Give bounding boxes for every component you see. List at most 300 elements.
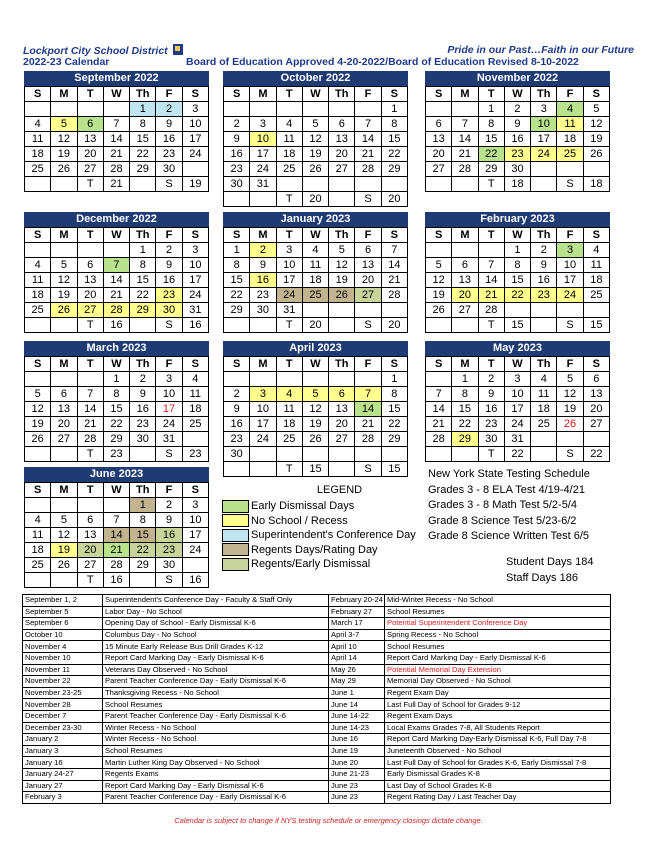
day-cell	[452, 243, 478, 258]
day-cell: 18	[182, 402, 208, 417]
event-date: April 10	[329, 641, 385, 653]
weekday-header: T	[478, 357, 504, 372]
day-cell: 22	[224, 288, 250, 303]
legend-label: Early Dismissal Days	[251, 500, 355, 513]
day-cell: 19	[329, 273, 355, 288]
weekday-header: M	[51, 87, 77, 102]
testing-item: Grades 3 - 8 Math Test 5/2-5/4	[428, 499, 577, 511]
day-cell: 1	[224, 243, 250, 258]
day-cell: 3	[504, 372, 530, 387]
event-row	[23, 618, 611, 630]
day-cell: 14	[452, 132, 478, 147]
weekday-header: S	[224, 87, 250, 102]
day-cell: 16	[130, 402, 156, 417]
day-cell: 17	[276, 273, 302, 288]
day-cell: 15	[381, 132, 407, 147]
month-calendar	[425, 71, 610, 192]
day-cell: 15	[302, 462, 328, 477]
day-cell: 20	[329, 147, 355, 162]
day-cell: 25	[531, 417, 557, 432]
weekday-header: W	[504, 228, 530, 243]
event-description: Parent Teacher Conference Day - Early Dismissal K-6	[103, 710, 329, 722]
day-cell: 5	[302, 117, 328, 132]
day-cell: S	[355, 462, 381, 477]
day-cell: 19	[51, 147, 77, 162]
day-cell: 19	[583, 132, 609, 147]
testing-schedule	[428, 468, 628, 546]
day-cell: 11	[25, 132, 51, 147]
day-cell: 16	[504, 132, 530, 147]
day-cell: 28	[103, 162, 129, 177]
day-cell: 10	[250, 402, 276, 417]
day-cell	[329, 102, 355, 117]
legend-label: Regents/Early Dismissal	[251, 558, 371, 571]
event-row	[23, 722, 611, 734]
day-cell: 2	[531, 243, 557, 258]
day-cell: 28	[381, 288, 407, 303]
day-cell: S	[156, 318, 182, 333]
day-cell: 20	[77, 288, 103, 303]
event-row	[23, 699, 611, 711]
event-date: November 10	[23, 652, 103, 664]
day-cell: 17	[156, 402, 182, 417]
month-calendar	[223, 341, 408, 477]
day-cell	[130, 447, 156, 462]
day-cell: 31	[156, 432, 182, 447]
legend	[222, 484, 427, 572]
day-cell: 25	[583, 288, 609, 303]
weekday-header: S	[583, 357, 609, 372]
day-cell: 23	[224, 162, 250, 177]
event-date: May 29	[329, 676, 385, 688]
day-cell: 18	[276, 147, 302, 162]
day-cell	[329, 192, 355, 207]
day-cell: 2	[504, 102, 530, 117]
legend-item	[222, 557, 427, 572]
day-cell	[77, 102, 103, 117]
day-cell: 1	[452, 372, 478, 387]
weekday-header: S	[583, 228, 609, 243]
weekday-header: S	[224, 228, 250, 243]
day-cell: 20	[302, 318, 328, 333]
day-cell: 29	[224, 303, 250, 318]
month-calendar	[24, 467, 209, 588]
day-cell: T	[77, 447, 103, 462]
event-row	[23, 676, 611, 688]
day-cell: 4	[25, 513, 51, 528]
day-cell: 26	[302, 432, 328, 447]
weekday-header: S	[381, 87, 407, 102]
day-cell	[557, 303, 583, 318]
day-cell: 24	[182, 288, 208, 303]
day-cell	[103, 243, 129, 258]
day-cell: 29	[381, 162, 407, 177]
day-cell: 5	[302, 387, 328, 402]
month-title: September 2022	[24, 71, 209, 86]
event-date: June 16	[329, 734, 385, 746]
day-cell	[426, 102, 452, 117]
day-cell: 24	[182, 543, 208, 558]
day-cell	[452, 102, 478, 117]
weekday-header: Th	[329, 357, 355, 372]
month-title: April 2023	[223, 341, 408, 356]
day-cell	[381, 177, 407, 192]
day-cell: T	[77, 318, 103, 333]
event-date: June 14-23	[329, 722, 385, 734]
staff-days: Staff Days 186	[506, 571, 578, 584]
day-cell: 8	[504, 258, 530, 273]
day-cell: 2	[156, 243, 182, 258]
day-cell: 16	[156, 528, 182, 543]
weekday-header: S	[381, 357, 407, 372]
event-date: June 19	[329, 745, 385, 757]
weekday-header: S	[25, 228, 51, 243]
month-title: October 2022	[223, 71, 408, 86]
weekday-header: W	[103, 228, 129, 243]
day-cell: 24	[276, 288, 302, 303]
day-cell: 25	[557, 147, 583, 162]
day-cell: 29	[103, 432, 129, 447]
day-cell: 11	[302, 258, 328, 273]
weekday-header: S	[25, 483, 51, 498]
day-cell: 10	[182, 258, 208, 273]
weekday-header: F	[156, 483, 182, 498]
day-cell: 13	[77, 273, 103, 288]
district-motto: Pride in our Past…Faith in our Future	[447, 44, 634, 56]
weekday-header: Th	[531, 357, 557, 372]
day-cell: 20	[426, 147, 452, 162]
day-cell: 11	[531, 387, 557, 402]
event-description: Opening Day of School - Early Dismissal K-6	[103, 618, 329, 630]
legend-label: Regents Days/Rating Day	[251, 543, 378, 556]
day-cell: 7	[478, 258, 504, 273]
day-cell: 23	[224, 432, 250, 447]
day-cell: 2	[224, 387, 250, 402]
day-cell	[224, 372, 250, 387]
event-description: Potential Superintendent Conference Day	[385, 618, 611, 630]
event-row	[23, 734, 611, 746]
day-cell: 1	[130, 102, 156, 117]
day-cell: 26	[25, 432, 51, 447]
day-cell: T	[478, 318, 504, 333]
day-cell: 16	[250, 273, 276, 288]
day-cell: 21	[77, 417, 103, 432]
weekday-header: F	[156, 87, 182, 102]
day-cell: 26	[51, 303, 77, 318]
day-cell: 9	[224, 402, 250, 417]
day-cell: 31	[182, 303, 208, 318]
day-cell: 27	[77, 162, 103, 177]
event-row	[23, 768, 611, 780]
day-cell: 14	[355, 132, 381, 147]
day-cell: 20	[583, 402, 609, 417]
day-cell: 7	[103, 258, 129, 273]
day-cell: 18	[583, 177, 609, 192]
day-cell: 18	[557, 132, 583, 147]
event-description: Regents Exams	[103, 768, 329, 780]
event-description: Early Dismissal Grades K-8	[385, 768, 611, 780]
day-cell: 23	[531, 288, 557, 303]
legend-item	[222, 528, 427, 543]
day-cell: 15	[381, 402, 407, 417]
day-cell	[583, 162, 609, 177]
weekday-header: T	[276, 357, 302, 372]
day-cell	[583, 303, 609, 318]
day-cell: 14	[77, 402, 103, 417]
testing-item: Grades 3 - 8 ELA Test 4/19-4/21	[428, 483, 585, 496]
day-cell: 14	[103, 132, 129, 147]
weekday-header: T	[276, 228, 302, 243]
day-cell: 6	[329, 117, 355, 132]
day-cell: 7	[103, 117, 129, 132]
weekday-header: M	[51, 483, 77, 498]
weekday-header: S	[25, 357, 51, 372]
day-cell: 27	[355, 288, 381, 303]
day-cell: 10	[276, 258, 302, 273]
day-cell: 17	[250, 147, 276, 162]
day-cell: 9	[250, 258, 276, 273]
event-description: Report Card Marking Day-Early Dismissal K-6, Full Day 7-8	[385, 734, 611, 746]
event-row	[23, 687, 611, 699]
event-date: June 1	[329, 687, 385, 699]
day-cell	[250, 192, 276, 207]
day-cell: 18	[531, 402, 557, 417]
day-cell: 29	[130, 162, 156, 177]
day-cell: 14	[426, 402, 452, 417]
day-cell	[329, 462, 355, 477]
day-cell: 16	[156, 273, 182, 288]
event-row	[23, 792, 611, 804]
event-description: Juneteenth Observed - No School	[385, 745, 611, 757]
day-cell	[77, 372, 103, 387]
day-cell	[302, 372, 328, 387]
month-title: December 2022	[24, 212, 209, 227]
day-cell: 8	[130, 117, 156, 132]
day-cell: 6	[77, 513, 103, 528]
day-cell: 13	[452, 273, 478, 288]
day-cell: 24	[182, 147, 208, 162]
weekday-header: F	[156, 357, 182, 372]
day-cell: 15	[130, 273, 156, 288]
day-cell: S	[156, 447, 182, 462]
day-cell: 9	[130, 387, 156, 402]
day-cell: 22	[130, 288, 156, 303]
day-cell	[130, 177, 156, 192]
day-cell	[302, 102, 328, 117]
day-cell: 13	[426, 132, 452, 147]
weekday-header: W	[103, 357, 129, 372]
day-counts	[506, 556, 593, 587]
event-row	[23, 757, 611, 769]
day-cell: 21	[355, 147, 381, 162]
month-calendar	[425, 341, 610, 462]
day-cell: 29	[478, 162, 504, 177]
event-description: Report Card Marking Day - Early Dismissal K-6	[103, 652, 329, 664]
day-cell: 24	[557, 288, 583, 303]
weekday-header: T	[478, 228, 504, 243]
day-cell: 25	[25, 303, 51, 318]
event-date: January 3	[23, 745, 103, 757]
day-cell	[426, 177, 452, 192]
event-description: Mid-Winter Recess - No School	[385, 595, 611, 607]
day-cell	[51, 318, 77, 333]
day-cell: 21	[478, 288, 504, 303]
day-cell: 21	[381, 273, 407, 288]
weekday-header: S	[426, 87, 452, 102]
day-cell: 17	[557, 273, 583, 288]
event-date: November 23-25	[23, 687, 103, 699]
weekday-header: M	[452, 87, 478, 102]
day-cell	[329, 303, 355, 318]
day-cell: 13	[329, 132, 355, 147]
events-table	[22, 594, 611, 804]
day-cell: T	[77, 177, 103, 192]
day-cell: 23	[156, 543, 182, 558]
day-cell	[51, 573, 77, 588]
day-cell: 21	[103, 147, 129, 162]
day-cell: 11	[557, 117, 583, 132]
testing-item: Grade 8 Science Written Test 6/5	[428, 530, 590, 542]
weekday-header: Th	[531, 228, 557, 243]
day-cell: 4	[25, 117, 51, 132]
month-calendar	[223, 212, 408, 333]
day-cell: 18	[25, 147, 51, 162]
weekday-header: M	[250, 357, 276, 372]
day-cell: 9	[224, 132, 250, 147]
day-cell	[130, 573, 156, 588]
day-cell: 15	[130, 528, 156, 543]
day-cell: 27	[77, 558, 103, 573]
legend-label: Superintendent's Conference Day	[251, 529, 416, 542]
event-description: Local Exams Grades 7-8, All Students Report	[385, 722, 611, 734]
day-cell: 2	[156, 102, 182, 117]
day-cell: 25	[25, 558, 51, 573]
day-cell	[103, 498, 129, 513]
day-cell: 26	[51, 162, 77, 177]
day-cell: 28	[452, 162, 478, 177]
day-cell: 27	[583, 417, 609, 432]
day-cell	[329, 318, 355, 333]
day-cell: 25	[276, 162, 302, 177]
day-cell	[276, 372, 302, 387]
event-row	[23, 780, 611, 792]
event-row	[23, 595, 611, 607]
month-calendar	[223, 71, 408, 207]
weekday-header: S	[182, 357, 208, 372]
day-cell: 18	[25, 288, 51, 303]
day-cell: 4	[182, 372, 208, 387]
event-date: June 23	[329, 780, 385, 792]
day-cell	[355, 102, 381, 117]
day-cell	[531, 162, 557, 177]
day-cell	[355, 177, 381, 192]
day-cell: 28	[77, 432, 103, 447]
legend-item	[222, 543, 427, 558]
day-cell	[276, 177, 302, 192]
day-cell: 6	[355, 243, 381, 258]
day-cell: 12	[329, 258, 355, 273]
day-cell	[51, 177, 77, 192]
month-title: June 2023	[24, 467, 209, 482]
event-description: 15 Minute Early Release Bus Drill Grades K-12	[103, 641, 329, 653]
day-cell: 7	[426, 387, 452, 402]
day-cell: 27	[77, 303, 103, 318]
day-cell: 19	[51, 288, 77, 303]
day-cell: 21	[103, 177, 129, 192]
day-cell: 16	[531, 273, 557, 288]
event-description: School Resumes	[103, 699, 329, 711]
day-cell: 17	[182, 132, 208, 147]
day-cell	[426, 243, 452, 258]
day-cell: 18	[583, 273, 609, 288]
month-calendar	[24, 341, 209, 462]
day-cell	[25, 177, 51, 192]
day-cell: 13	[583, 387, 609, 402]
day-cell: 15	[224, 273, 250, 288]
day-cell: 27	[452, 303, 478, 318]
weekday-header: T	[77, 483, 103, 498]
weekday-header: M	[250, 87, 276, 102]
day-cell: 19	[557, 402, 583, 417]
day-cell: 4	[25, 258, 51, 273]
day-cell: 27	[426, 162, 452, 177]
event-date: February 3	[23, 792, 103, 804]
day-cell	[25, 498, 51, 513]
day-cell: 7	[452, 117, 478, 132]
day-cell: 21	[103, 543, 129, 558]
day-cell: 17	[182, 528, 208, 543]
day-cell	[250, 462, 276, 477]
day-cell: 17	[250, 417, 276, 432]
weekday-header: M	[250, 228, 276, 243]
day-cell: 11	[25, 528, 51, 543]
day-cell: 30	[156, 303, 182, 318]
day-cell	[103, 102, 129, 117]
day-cell: 4	[276, 117, 302, 132]
day-cell: 23	[504, 147, 530, 162]
day-cell: 3	[250, 117, 276, 132]
day-cell	[77, 243, 103, 258]
day-cell	[250, 372, 276, 387]
day-cell: T	[276, 318, 302, 333]
day-cell: 25	[302, 288, 328, 303]
day-cell: 8	[224, 258, 250, 273]
weekday-header: M	[452, 228, 478, 243]
day-cell: 5	[583, 102, 609, 117]
day-cell: 16	[103, 318, 129, 333]
day-cell: 3	[156, 372, 182, 387]
day-cell: 20	[329, 417, 355, 432]
event-description: Report Card Marking Day - Early Dismissal K-6	[103, 780, 329, 792]
day-cell: 3	[250, 387, 276, 402]
day-cell: 14	[103, 273, 129, 288]
event-row	[23, 606, 611, 618]
day-cell: 31	[504, 432, 530, 447]
weekday-header: S	[182, 483, 208, 498]
day-cell: 18	[25, 543, 51, 558]
event-date: November 28	[23, 699, 103, 711]
day-cell: 29	[452, 432, 478, 447]
day-cell: 5	[329, 243, 355, 258]
day-cell	[426, 372, 452, 387]
day-cell: 10	[504, 387, 530, 402]
day-cell	[182, 162, 208, 177]
day-cell: 20	[355, 273, 381, 288]
event-date: November 11	[23, 664, 103, 676]
day-cell: 20	[77, 147, 103, 162]
event-date: January 24-27	[23, 768, 103, 780]
event-date: June 14-22	[329, 710, 385, 722]
